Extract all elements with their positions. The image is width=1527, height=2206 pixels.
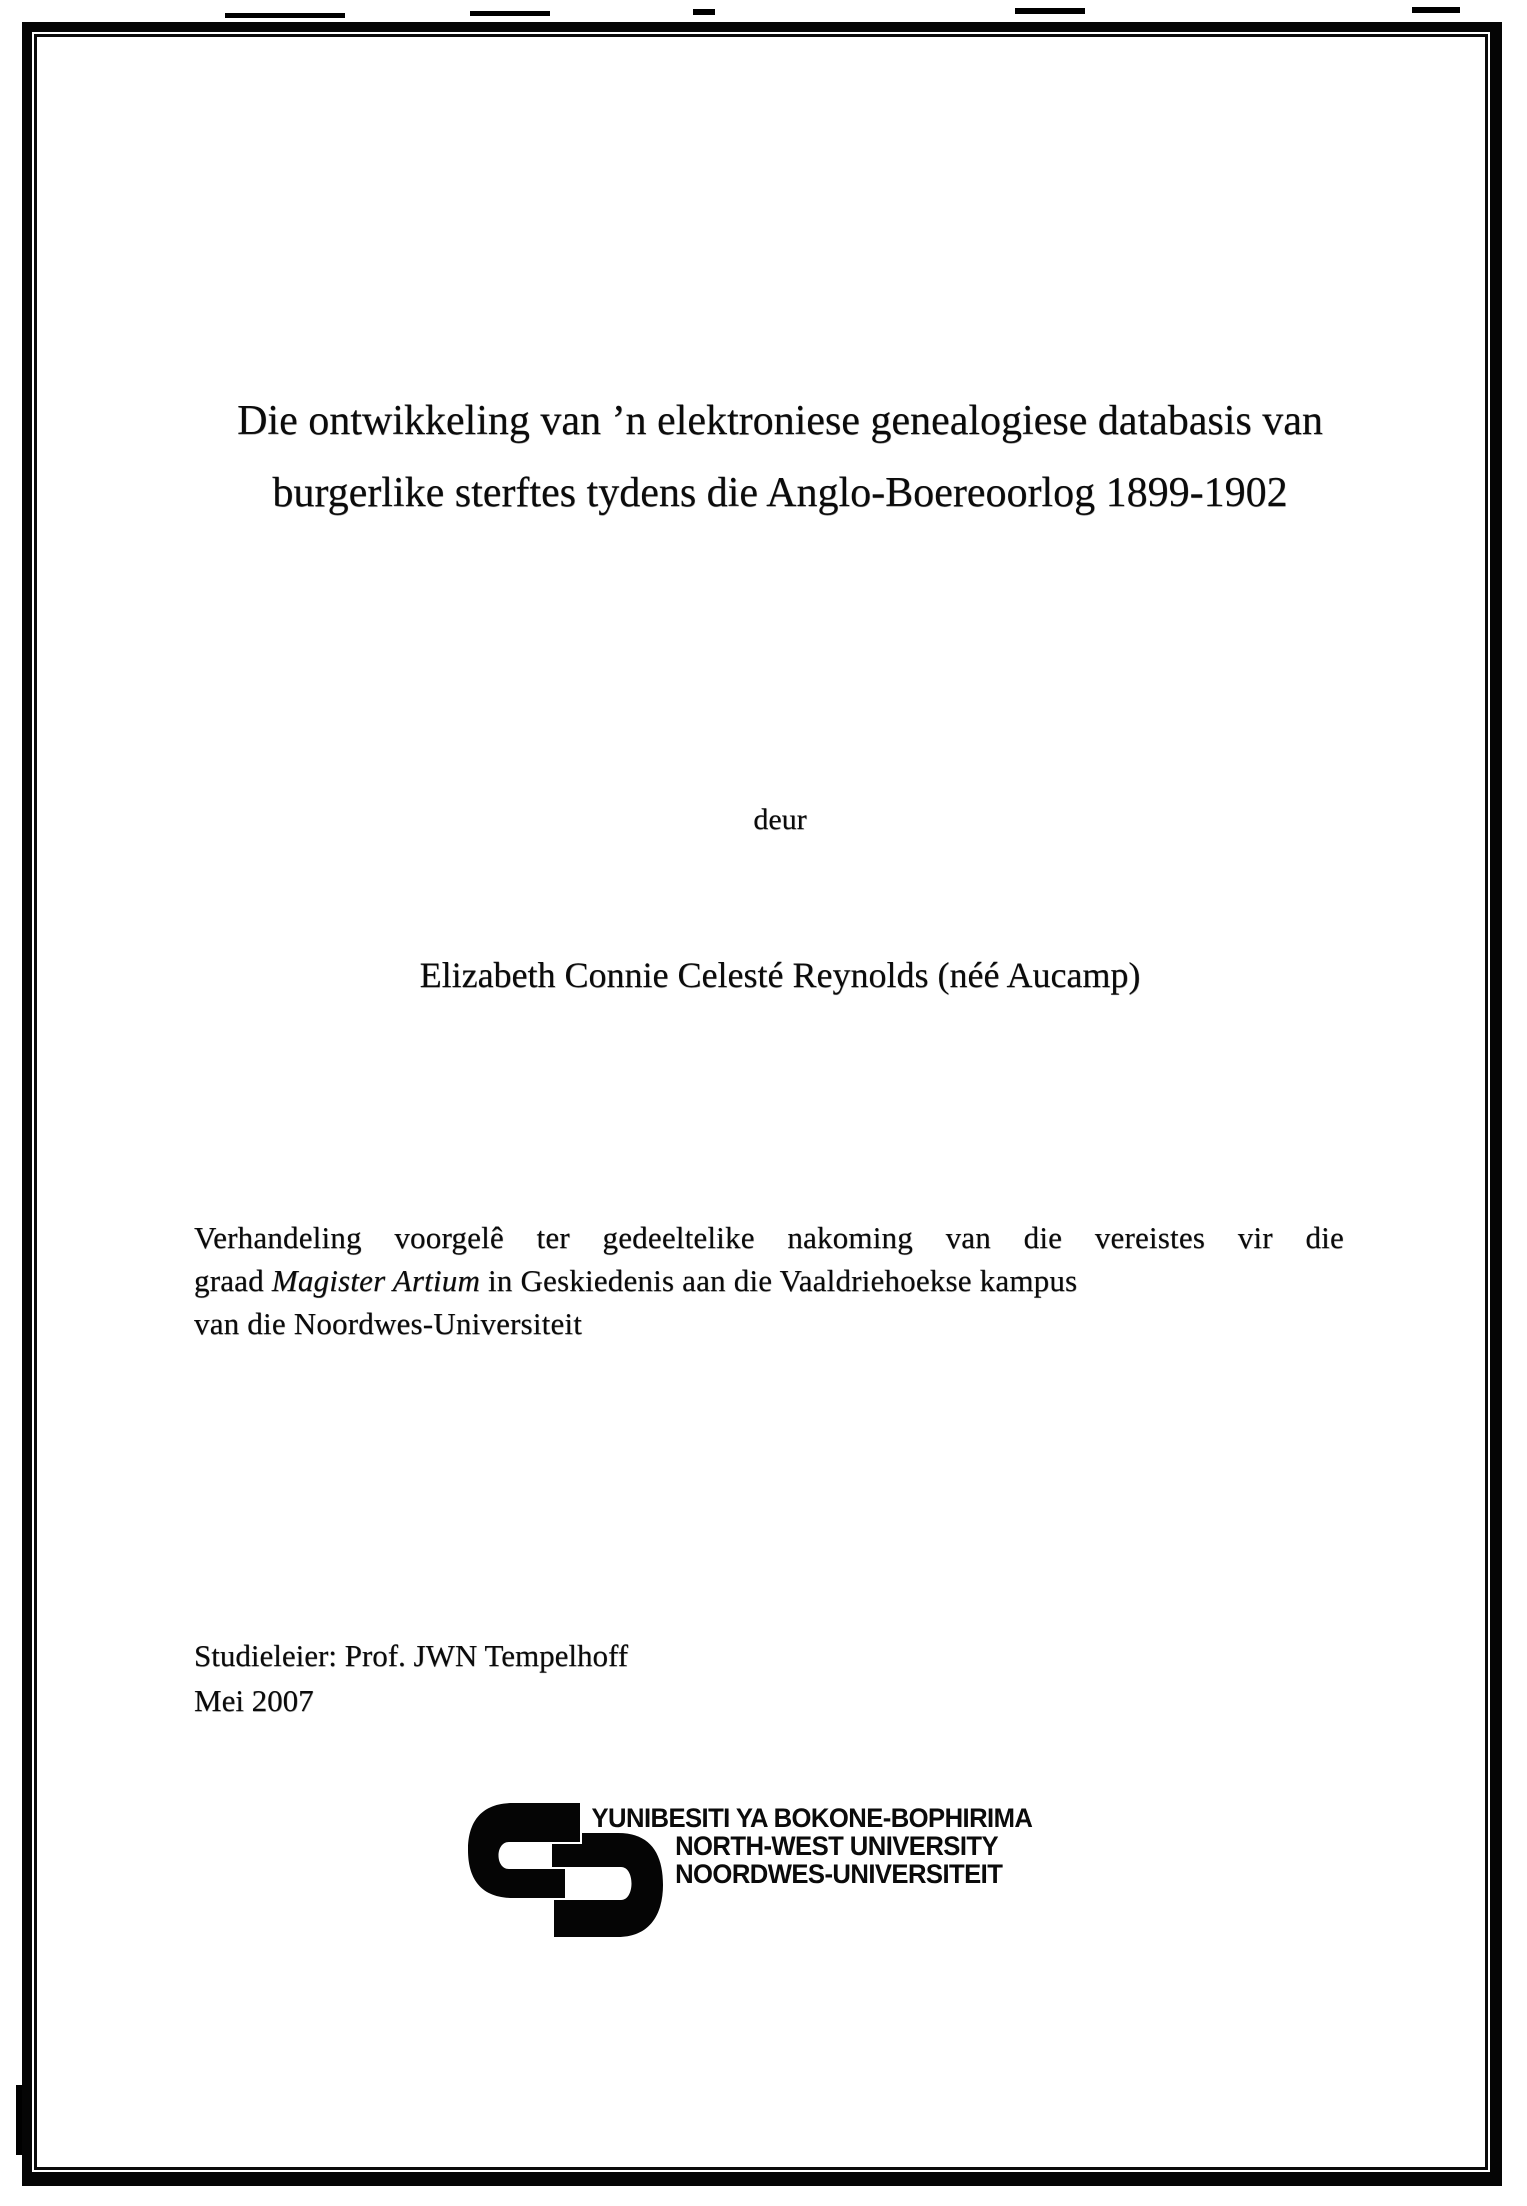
logo-text-english: NORTH-WEST UNIVERSITY (675, 1831, 999, 1861)
supervisor-block (194, 1633, 628, 1723)
statement-word: van (945, 1220, 991, 1255)
statement-word: voorgelê (394, 1220, 504, 1255)
statement-word: die (1305, 1220, 1344, 1255)
statement-word: die (1023, 1220, 1063, 1255)
statement-word: vir (1237, 1220, 1273, 1255)
logo-text-afrikaans: NOORDWES-UNIVERSITEIT (675, 1859, 1003, 1889)
degree-name: Magister Artium (271, 1263, 481, 1298)
thesis-statement (194, 1216, 1344, 1345)
date-line: Mei 2007 (194, 1683, 314, 1718)
statement-word: Verhandeling (194, 1220, 362, 1255)
statement-word: gedeeltelike (602, 1220, 755, 1255)
statement-word: ter (536, 1220, 570, 1255)
supervisor-line: Studieleier: Prof. JWN Tempelhoff (194, 1638, 629, 1673)
thesis-statement-line3: van die Noordwes-Universiteit (194, 1306, 583, 1341)
degree-prefix: graad (194, 1263, 272, 1298)
statement-word: nakoming (787, 1220, 913, 1255)
byline-label: deur (753, 803, 807, 836)
thesis-statement-line2 (194, 1259, 1344, 1302)
logo-text-setswana: YUNIBESITI YA BOKONE-BOPHIRIMA (591, 1803, 1033, 1833)
thesis-title (45, 385, 1515, 529)
university-logo-text (468, 1804, 1032, 1888)
thesis-title-line2: burgerlike sterftes tydens die Anglo-Boereoorlog 1899-1902 (272, 470, 1288, 516)
degree-suffix: in Geskiedenis aan die Vaaldriehoekse kampus (480, 1263, 1078, 1298)
thesis-title-line1: Die ontwikkeling van ’n elektroniese genealogiese databasis van (237, 398, 1323, 444)
thesis-statement-line1 (194, 1216, 1344, 1259)
statement-word: vereistes (1094, 1220, 1206, 1255)
author-name: Elizabeth Connie Celesté Reynolds (néé Aucamp) (419, 955, 1141, 995)
university-logo (468, 1803, 1088, 1943)
